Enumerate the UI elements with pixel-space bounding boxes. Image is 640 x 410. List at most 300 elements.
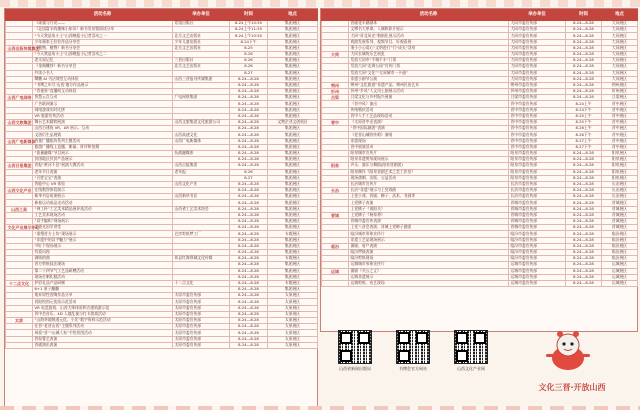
row-group-label: 山西文化产业 — [7, 188, 32, 194]
row-activity-name: 发放大同“北海公园”宣传门票 — [349, 64, 509, 70]
row-location: 吕梁展区 — [602, 95, 638, 101]
qr-code-icon[interactable] — [396, 330, 430, 364]
row-location: 集团展区 — [268, 107, 318, 113]
row-date: 8.24—8.28 — [230, 95, 268, 101]
row-location: 专题展区 — [268, 231, 318, 237]
row-organizer: 晋城市委宣传部 — [509, 206, 566, 212]
row-activity-name: 晋剧花车剧剧本 — [349, 21, 509, 27]
bottom-decoration — [0, 406, 640, 410]
row-date: 8.24—8.28 — [566, 200, 602, 206]
row-activity-name: 上党梆子表演 — [349, 200, 509, 206]
row-location: 集团展区 — [268, 82, 318, 88]
row-organizer: 山西省工艺美术协会 — [173, 206, 230, 212]
row-location: 运城展区 — [602, 268, 638, 274]
row-organizer: 祁县红海领域文化传媒 — [173, 256, 230, 262]
row-organizer: 运城市委宣传部 — [509, 280, 566, 286]
row-location: 集团展区 — [268, 212, 318, 218]
row-activity-name: 新春运动成品走动活动 — [33, 200, 173, 206]
row-location: 大同展区 — [602, 58, 638, 64]
row-organizer: 老年报 — [173, 169, 230, 175]
row-group-label: 山西工美 — [6, 206, 33, 212]
row-activity-name: 临汾剪纸现场 — [349, 256, 509, 262]
row-date: 8.24—8.28 — [230, 126, 268, 132]
row-activity-name: 文博书大革命、人偶和影片展示 — [349, 27, 509, 33]
row-activity-name: 临汾城市形象宣传片 — [349, 231, 509, 237]
row-organizer: 晋中市委宣传部 — [509, 107, 566, 113]
table-header-row — [6, 10, 318, 21]
row-date: 8.24—8.28 — [566, 51, 602, 57]
row-date: 8.24—8.28 — [230, 324, 268, 330]
row-location: 集团展区 — [268, 51, 318, 57]
row-date: 8.24—8.28 — [566, 219, 602, 225]
row-location: 文物企业文创展区 — [268, 120, 318, 126]
row-activity-name: “百姓宝宝”表演 — [33, 175, 173, 181]
row-date: 8.24—8.28 — [566, 70, 602, 76]
row-activity-name: 现场烧制、出版、公益活动 — [349, 175, 509, 181]
row-date: 8.24上午10:30 — [230, 21, 268, 27]
row-activity-name: 《太原晋中走表演》 — [349, 120, 509, 126]
row-activity-name: 广告联网演示 — [33, 101, 173, 107]
row-group-label: 山西广电新媒体 — [7, 138, 36, 144]
row-organizer: 晋城市委宣传部 — [509, 212, 566, 218]
row-activity-name: “双手编织”现场展示 — [33, 219, 173, 225]
row-date: 8.24—8.28 — [566, 249, 602, 255]
row-organizer: 大同市委宣传部 — [509, 27, 566, 33]
row-date: 8.24—8.28 — [230, 287, 268, 293]
row-activity-name: 《晋中风》演出 — [349, 101, 509, 107]
row-activity-name: “流量融媒”节目展示 — [33, 150, 173, 156]
row-activity-name: “今天我是角斗士”山西晚报小记者活动之一 — [33, 33, 173, 39]
row-organizer: 阳泉市委宣传部 — [509, 175, 566, 181]
row-date: 8.24—8.28 — [566, 262, 602, 268]
row-organizer: 晋中市委宣传部 — [509, 113, 566, 119]
row-activity-name: 盖晓光国学讲堂 — [33, 225, 173, 231]
row-activity-name: 有爱问视 — [33, 249, 173, 255]
row-activity-name: “晋中国际剧团”表演 — [349, 126, 509, 132]
row-organizer: 阳泉市委宣传部 — [509, 157, 566, 163]
row-activity-name: 大同长城的乐艺展览 — [349, 51, 509, 57]
row-location: 运城展区 — [602, 274, 638, 280]
row-location: 集团展区 — [268, 287, 318, 293]
row-organizer: 太原市委宣传部 — [173, 311, 230, 317]
row-activity-name: 网络游戏实时比拼 — [33, 107, 173, 113]
row-date: 8.24—8.28 — [566, 169, 602, 175]
row-activity-name: 《植物、植物》新书分享会 — [33, 45, 173, 51]
row-date: 8.24—8.28 — [230, 299, 268, 305]
row-activity-name: “今天我是角斗士”山西晚报小记者活动之二 — [33, 51, 173, 57]
row-location: 集团展区 — [268, 76, 318, 82]
row-organizer: 太原市委宣传部 — [173, 305, 230, 311]
row-activity-name: 长治“非遗”展示与上党戏曲 — [349, 188, 509, 194]
row-date: 8.24—8.28 — [566, 45, 602, 51]
row-organizer: 朔州市委宣传部 — [509, 82, 566, 88]
row-location: 晋城展区 — [602, 219, 638, 225]
row-location: 专题展区 — [268, 256, 318, 262]
row-date: 8.24—8.28 — [566, 243, 602, 249]
row-organizer: 大同市委宣传部 — [509, 51, 566, 57]
row-date: 8.27下午 — [566, 144, 602, 150]
row-location: 临汾展区 — [602, 231, 638, 237]
row-activity-name: VR 电竞游戏、山西大师体验和古建筑游示范 — [33, 305, 173, 311]
row-location: 晋城展区 — [602, 200, 638, 206]
row-date: 8.24—8.28 — [566, 163, 602, 169]
row-location: 太原展区 — [268, 293, 318, 299]
row-activity-name: 共读小书人 — [33, 70, 173, 76]
row-activity-name: 晋剧演出表演 — [33, 342, 173, 348]
row-activity-name: 《老晋山城的传唱》演唱 — [349, 132, 509, 138]
row-activity-name: 传统婚庆活动 — [349, 107, 509, 113]
row-activity-name: 非遗现场 — [349, 138, 509, 144]
row-location: 集团展区 — [268, 163, 318, 169]
row-activity-name: 非遗工艺品现场展示 — [349, 237, 509, 243]
row-date: 8.24—8.28 — [566, 256, 602, 262]
row-organizer: 大同市委宣传部 — [509, 70, 566, 76]
row-activity-name: 贫困地区扶贫产品展示 — [33, 157, 173, 163]
row-organizer: 山西新华书店 — [173, 194, 230, 200]
row-date: 8.24—8.28 — [566, 33, 602, 39]
row-location: 集团展区 — [268, 200, 318, 206]
row-organizer: 太原市委宣传部 — [173, 293, 230, 299]
row-date: 8.26 — [230, 58, 268, 64]
row-location: 集团展区 — [268, 249, 318, 255]
row-activity-name: 上党梆子《南阳关》 — [349, 206, 509, 212]
row-organizer: 大同市委宣传部 — [509, 58, 566, 64]
row-activity-name: 运城非遗展示 — [349, 274, 509, 280]
row-location: 集团展区 — [268, 237, 318, 243]
row-organizer: 三晋出版社 — [173, 58, 230, 64]
row-organizer: 晋中市委宣传部 — [509, 126, 566, 132]
row-location: 晋中展区 — [602, 107, 638, 113]
row-date: 8.24—8.28 — [566, 64, 602, 70]
row-organizer: 晋中市委宣传部 — [509, 120, 566, 126]
row-activity-name: 运城城市形象宣传片 — [349, 262, 509, 268]
row-activity-name: 非遗小剧节公演 — [349, 76, 509, 82]
row-activity-name: “山海华地锦道元优、小比”数字资料示范活动 — [33, 318, 173, 324]
row-location: 集团展区 — [268, 126, 318, 132]
row-location: 晋中展区 — [602, 101, 638, 107]
row-date: 8.24—8.28 — [566, 206, 602, 212]
row-group-label: 朔州 — [322, 82, 349, 88]
row-activity-name: “神工杯”工艺美术精品展评选活动 — [33, 206, 173, 212]
top-decoration — [0, 0, 640, 7]
row-group-label: 运城 — [322, 268, 349, 274]
row-date: 8.24—8.28 — [230, 249, 268, 255]
row-activity-name: 《北国富丰的趣味小知识》新书发布暨阅读分享 — [33, 27, 173, 33]
header-date: 时间 — [566, 10, 602, 21]
row-date: 8.24下午 — [230, 39, 268, 45]
row-date: 8.24上午11:30 — [230, 27, 268, 33]
header-group — [322, 10, 349, 21]
row-date: 8.24—8.28 — [566, 89, 602, 95]
row-date: 8.27 — [230, 70, 268, 76]
row-activity-name: 阳泉非遗剪纸现场展示 — [349, 157, 509, 163]
row-date: 8.26下午 — [566, 132, 602, 138]
row-location: 集团展区 — [268, 194, 318, 200]
row-location: 集团展区 — [268, 33, 318, 39]
header-location: 地点 — [268, 10, 318, 21]
row-group-label: 忻州 — [322, 89, 349, 95]
row-organizer: 晋中市委宣传部 — [509, 144, 566, 150]
row-date: 8.24—8.28 — [230, 237, 268, 243]
row-activity-name: 护唇礼品产品研制 — [33, 280, 173, 286]
row-activity-name: 6+1 原子翻翻 — [33, 287, 173, 293]
row-location: 集团展区 — [268, 262, 318, 268]
row-activity-name: 晋中人手工艺品现场活动 — [349, 113, 509, 119]
row-location: 太原展区 — [268, 311, 318, 317]
row-location: 集团展区 — [268, 21, 318, 27]
qr-code-block — [442, 330, 500, 371]
row-activity-name: 满街的曲 — [33, 256, 173, 262]
row-location: 阳泉展区 — [602, 150, 638, 156]
row-location: 集团展区 — [268, 45, 318, 51]
row-date: 8.24—8.28 — [230, 120, 268, 126]
row-activity-name: “非遗中的汉字魅力”展示 — [33, 237, 173, 243]
row-organizer: 大同市委宣传部 — [509, 64, 566, 70]
row-location: 集团展区 — [268, 89, 318, 95]
table-row — [322, 280, 638, 286]
mascot-icon — [540, 328, 596, 372]
row-group-label: 山西出版传媒集团 — [7, 45, 40, 51]
row-location: 太原展区 — [268, 336, 318, 342]
row-location: 临汾展区 — [602, 243, 638, 249]
row-activity-name: 少年画家王拉拉作品分享会 — [33, 39, 173, 45]
row-organizer: 太原市委宣传部 — [173, 324, 230, 330]
row-location: 太原展区 — [268, 318, 318, 324]
row-organizer: 晋中市委宣传部 — [509, 132, 566, 138]
row-activity-name: 老年节日表演 — [33, 169, 173, 175]
row-location: 集团展区 — [268, 188, 318, 194]
header-group — [6, 10, 33, 21]
row-activity-name: 发放大同市“千城千车”门票 — [349, 58, 509, 64]
row-date: 8.24—8.28 — [566, 231, 602, 237]
right-schedule-body — [322, 21, 638, 287]
row-location: 大同展区 — [602, 76, 638, 82]
row-date: 8.24—8.28 — [230, 200, 268, 206]
row-date: 8.24—8.28 — [230, 219, 268, 225]
qr-code-block — [326, 330, 384, 371]
row-date: 8.24—8.28 — [566, 181, 602, 187]
row-organizer: 抗战融媒体 — [173, 150, 230, 156]
row-date: 8.24—8.28 — [230, 342, 268, 348]
row-organizer: 大同市委宣传部 — [509, 39, 566, 45]
row-organizer: 北岳文艺出版社 — [173, 33, 230, 39]
row-date: 8.24—8.28 — [566, 157, 602, 163]
row-organizer: 阳泉市委宣传部 — [509, 150, 566, 156]
row-date: 8.24—8.28 — [230, 336, 268, 342]
row-location: 晋中展区 — [602, 138, 638, 144]
row-location: 晋中展区 — [602, 126, 638, 132]
row-activity-name: 晋方剪纸技法现场 — [33, 262, 173, 268]
row-location: 阳泉展区 — [602, 169, 638, 175]
row-date: 8.24—8.28 — [566, 188, 602, 194]
row-organizer: 大同市委宣传部 — [509, 21, 566, 27]
row-location: 集团展区 — [268, 138, 318, 144]
slogan: 文化三晋·开放山西 — [538, 383, 606, 392]
header-organizer: 举办单位 — [173, 10, 230, 21]
row-location: 集团展区 — [268, 225, 318, 231]
row-location: 晋中展区 — [602, 120, 638, 126]
row-group-label: 晋城 — [322, 212, 349, 218]
row-activity-name: 大同“晋北风光”数据化展示活动 — [349, 33, 509, 39]
row-date: 8.24—8.28 — [566, 95, 602, 101]
row-date: 8.26 — [230, 64, 268, 70]
row-location: 大同展区 — [602, 70, 638, 76]
row-activity-name: 声乐、器乐与舞蹈(阳泉晋剧团) — [349, 163, 509, 169]
row-date: 8.24—8.28 — [566, 82, 602, 88]
row-organizer: 太原市委宣传部 — [173, 318, 230, 324]
header-location: 地点 — [602, 10, 638, 21]
row-group-label: 大同 — [322, 51, 349, 57]
row-date: 8.24—8.28 — [230, 107, 268, 113]
row-location: 晋中展区 — [602, 132, 638, 138]
row-date: 8.24—8.28 — [230, 262, 268, 268]
row-activity-name: 阳泉城市宣传片 — [349, 150, 509, 156]
row-organizer: 太原市委宣传部 — [173, 342, 230, 348]
row-date: 8.24—8.28 — [230, 144, 268, 150]
row-organizer: 晋城市委宣传部 — [509, 225, 566, 231]
row-organizer: 大同市委宣传部 — [509, 76, 566, 82]
row-activity-name: 第二十四节气工艺品研磨活动 — [33, 268, 173, 274]
row-activity-name: 《顽童与月亮—— — [33, 21, 173, 27]
row-group-label: 临汾 — [322, 243, 349, 249]
row-location: 大同展区 — [602, 45, 638, 51]
row-activity-name: 舞台艺术精粹展演 — [33, 120, 173, 126]
header-activity-name: 活动名称 — [33, 10, 173, 21]
row-location: 晋城展区 — [602, 225, 638, 231]
row-date: 8.24下午 — [566, 107, 602, 113]
row-activity-name: 旅游广播线上直播、朗诵、讲评和拍摄 — [33, 144, 173, 150]
row-organizer: 临汾市委宣传部 — [509, 256, 566, 262]
row-location: 大同展区 — [602, 27, 638, 33]
header-organizer: 举办单位 — [509, 10, 566, 21]
row-organizer: 巴彦剪纸梦工厂 — [173, 231, 230, 237]
qr-code-icon[interactable] — [338, 330, 372, 364]
row-group-label: 阳泉 — [322, 163, 349, 169]
right-schedule-panel — [320, 8, 638, 332]
row-organizer: 临汾市委宣传部 — [509, 231, 566, 237]
row-organizer: 晋中市委宣传部 — [509, 101, 566, 107]
row-date: 8.24—8.28 — [230, 132, 268, 138]
row-date: 8.24—8.28 — [566, 58, 602, 64]
row-activity-name: 戏曲发展系列、视频节目、好观看展 — [349, 39, 509, 45]
row-activity-name: 老太原记忆 — [33, 58, 173, 64]
row-activity-name: 上党梆子《杨家将》 — [349, 212, 509, 218]
row-location: 集团展区 — [268, 274, 318, 280]
row-location: 大同展区 — [602, 21, 638, 27]
row-group-label: 长治 — [322, 188, 349, 194]
row-group-label — [322, 280, 349, 286]
row-activity-name: 工艺美术现场活动 — [33, 212, 173, 218]
row-activity-name: 临汾锣鼓表演 — [349, 249, 509, 255]
row-organizer: 阳泉市委宣传部 — [509, 163, 566, 169]
row-date: 8.24—8.28 — [230, 268, 268, 274]
left-schedule-table — [5, 9, 318, 349]
row-activity-name: 智慧云点互动 — [33, 95, 173, 101]
row-location: 晋中展区 — [602, 144, 638, 150]
row-activity-name: 晋中展演活动 — [349, 144, 509, 150]
row-activity-name: 智能中心 VR 体验 — [33, 181, 173, 187]
row-location: 忻州展区 — [602, 89, 638, 95]
row-date: 8.24—8.28 — [230, 256, 268, 262]
row-organizer: 运城市委宣传部 — [509, 262, 566, 268]
row-location: 集团展区 — [268, 157, 318, 163]
row-activity-name: “叫门”现场展示 — [33, 243, 173, 249]
header-date: 时间 — [230, 10, 268, 21]
row-location: 太原展区 — [268, 330, 318, 336]
row-date: 8.24—8.28 — [230, 157, 268, 163]
row-activity-name: 蒲剧《关公之义》 — [349, 268, 509, 274]
row-activity-name: 发放大同“文化”“太原城市一卡通” — [349, 70, 509, 76]
row-activity-name: “晋视界”直播间互动体验 — [33, 89, 173, 95]
row-organizer: 太原市委宣传部 — [173, 330, 230, 336]
row-date: 8.24上午 — [566, 101, 602, 107]
row-date: 8.24—8.28 — [566, 268, 602, 274]
row-date: 8.24—8.28 — [230, 305, 268, 311]
row-location: 集团展区 — [268, 113, 318, 119]
row-location: 运城展区 — [602, 262, 638, 268]
row-activity-name: 晋视广播矩阵系列主题活动 — [33, 138, 173, 144]
row-date: 8.24—8.28 — [230, 274, 268, 280]
qr-code-block — [384, 330, 442, 371]
row-date: 8.24—8.28 — [230, 101, 268, 107]
row-date: 8.24—8.28 — [566, 175, 602, 181]
row-location: 集团展区 — [268, 144, 318, 150]
row-organizer: 忻州市委宣传部 — [509, 89, 566, 95]
row-location: 阳泉展区 — [602, 157, 638, 163]
row-date: 8.24—8.28 — [230, 231, 268, 237]
row-date: 8.24—8.28 — [230, 163, 268, 169]
row-organizer: 长治市委宣传部 — [509, 188, 566, 194]
row-location: 集团展区 — [268, 169, 318, 175]
row-location: 大同展区 — [602, 64, 638, 70]
row-location: 临汾展区 — [602, 256, 638, 262]
row-location: 集团展区 — [268, 175, 318, 181]
row-date: 8.24—8.28 — [230, 89, 268, 95]
row-date: 8.24—8.28 — [230, 188, 268, 194]
row-location: 集团展区 — [268, 132, 318, 138]
row-group-label: 吕梁 — [322, 95, 349, 101]
row-organizer: 山西日报集团 — [173, 163, 230, 169]
row-organizer: 少年儿童出版社 — [173, 39, 230, 45]
row-date: 8.24—8.28 — [230, 194, 268, 200]
row-date: 8.27 — [230, 175, 268, 181]
row-organizer: 长治市委宣传部 — [509, 194, 566, 200]
row-activity-name: 秉小小心爱心“文明进行”行“成长”活动 — [349, 45, 509, 51]
row-date: 8.24—8.28 — [566, 280, 602, 286]
row-group-label: 十二点文化 — [6, 280, 33, 286]
row-location: 长治展区 — [602, 188, 638, 194]
row-location: 运城展区 — [602, 280, 638, 286]
row-organizer: 山西文化产业 — [173, 181, 230, 187]
row-date: 8.26 — [230, 51, 268, 57]
row-group-label: 晋中 — [322, 120, 349, 126]
left-schedule-body — [6, 21, 318, 349]
row-group-label: 山西广电网络 — [7, 95, 32, 101]
row-date: 8.24上午10:30 — [230, 33, 268, 39]
row-date: 8.24—8.28 — [230, 330, 268, 336]
row-location: 集团展区 — [268, 39, 318, 45]
row-date: 8.26 — [230, 169, 268, 175]
qr-code-icon[interactable] — [454, 330, 488, 364]
row-location: 大同展区 — [602, 33, 638, 39]
row-organizer: 晋城市委宣传部 — [509, 200, 566, 206]
row-date: 8.24—8.28 — [230, 113, 268, 119]
qr-code-label: 书博会官方网站 — [399, 366, 427, 371]
row-activity-name: 晋城市委宣传表演 — [349, 219, 509, 225]
row-activity-name: 现场打制礼糕活动 — [33, 274, 173, 280]
row-location: 集团展区 — [268, 206, 318, 212]
row-location: 太原展区 — [268, 324, 318, 330]
